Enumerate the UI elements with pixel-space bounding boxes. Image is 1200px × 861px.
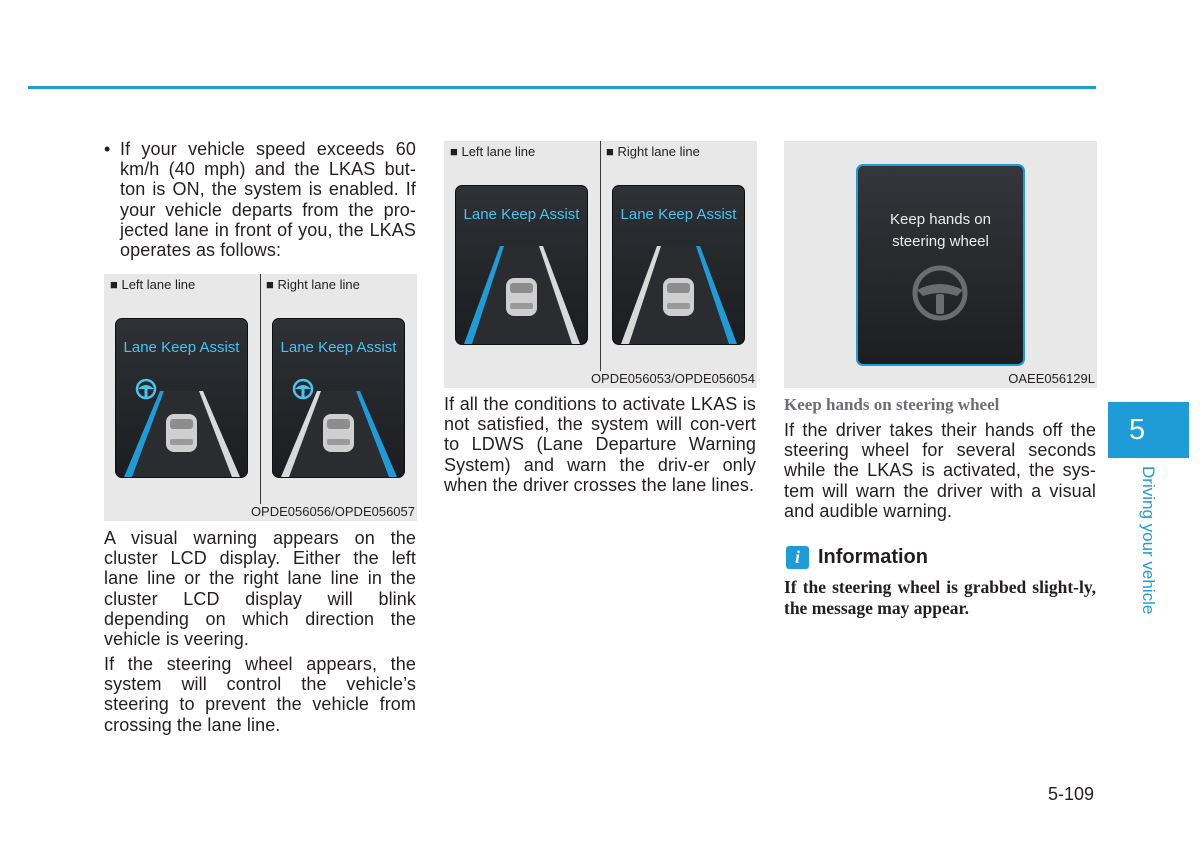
figure-divider <box>600 141 601 371</box>
car-icon <box>323 414 354 452</box>
car-icon <box>166 414 197 452</box>
lcd-title: Lane Keep Assist <box>123 339 240 356</box>
top-rule <box>28 86 1096 89</box>
steering-wheel-icon <box>858 166 1023 364</box>
lcd-left-lane <box>115 318 248 478</box>
bullet-paragraph <box>104 139 416 260</box>
figure-code: OPDE056053/OPDE056054 <box>590 371 755 386</box>
lcd-title: Lane Keep Assist <box>620 206 737 223</box>
lcd-right-lane <box>272 318 405 478</box>
car-icon <box>663 278 694 316</box>
steering-wheel-icon <box>137 380 155 398</box>
road-graphic <box>116 319 247 477</box>
page-number: 5-109 <box>1048 784 1095 804</box>
paragraph: If all the conditions to activate LKAS is not satisfied, the system will con-vert to LDWS (Lane Departure Warning System) and warn the driv-er only when the driver crosses the lane lines. <box>444 394 756 495</box>
lcd-message-line2: steering wheel <box>892 233 989 250</box>
lcd-message-line1: Keep hands on <box>890 211 991 228</box>
figure-code: OAEE056129L <box>1008 371 1095 386</box>
caption-left-lane: ■ Left lane line <box>450 144 536 159</box>
information-body: If the steering wheel is grabbed slight-ly, the message may appear. <box>784 577 1096 618</box>
caption-right-lane: ■ Right lane line <box>266 277 360 292</box>
information-label: Information <box>818 546 928 568</box>
section-heading: Keep hands on steering wheel <box>784 395 1000 414</box>
lcd-left-lane <box>455 185 588 345</box>
car-icon <box>506 278 537 316</box>
bullet-dot: • <box>104 139 111 159</box>
caption-left-lane: ■ Left lane line <box>110 277 196 292</box>
road-graphic <box>613 186 744 344</box>
lcd-title: Lane Keep Assist <box>280 339 397 356</box>
lcd-right-lane <box>612 185 745 345</box>
road-graphic <box>273 319 404 477</box>
paragraph: If the driver takes their hands off the steering wheel for several seconds while the LKAS is activated, the sys-tem will warn the driver with a visual and audible warning. <box>784 420 1096 521</box>
figure-hands-on-warning <box>784 141 1097 388</box>
chapter-title: Driving your vehicle <box>1139 466 1158 615</box>
figure-lkas-steering <box>104 274 417 521</box>
paragraph: If the steering wheel appears, the system will control the vehicle’s steering to prevent the vehicle from crossing the lane line. <box>104 654 416 735</box>
info-icon: i <box>786 546 809 569</box>
caption-right-lane: ■ Right lane line <box>606 144 700 159</box>
lcd-title: Lane Keep Assist <box>463 206 580 223</box>
figure-divider <box>260 274 261 504</box>
chapter-tab: 5 <box>1108 402 1189 458</box>
lcd-hands-on <box>856 164 1025 366</box>
paragraph: A visual warning appears on the cluster LCD display. Either the left lane line or the right lane line in the cluster LCD display will blink depending on which direction the vehicle is veering. <box>104 528 416 650</box>
figure-code: OPDE056056/OPDE056057 <box>250 504 415 519</box>
information-title <box>786 546 928 569</box>
steering-wheel-icon <box>294 380 312 398</box>
road-graphic <box>456 186 587 344</box>
figure-ldws <box>444 141 757 388</box>
bullet-text: If your vehicle speed exceeds 60 km/h (40 mph) and the LKAS but-ton is ON, the system is enabled. If your vehicle departs from the pro-jected lane in front of you, the LKAS operates as follows: <box>120 139 416 261</box>
